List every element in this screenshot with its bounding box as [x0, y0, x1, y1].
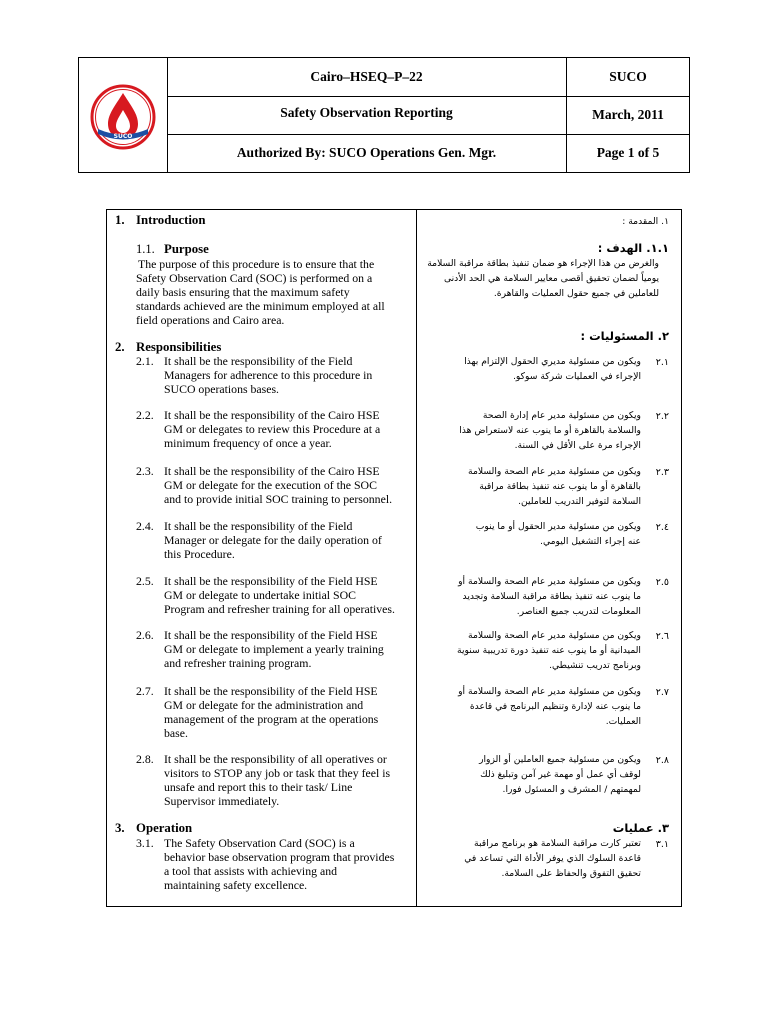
item-number: 2.1. — [136, 354, 154, 368]
arabic-item-number: ٢.٦ — [655, 631, 669, 642]
arabic-item-line: لمهمتهم / المشرف و المسئول فورا. — [502, 784, 641, 795]
arabic-item-number: ٢.١ — [655, 357, 669, 368]
arabic-item-line: تعتبر كارت مراقبة السلامة هو برنامج مراقبة — [474, 838, 641, 849]
item-line: Manager or delegate for the daily operation of — [164, 533, 382, 547]
arabic-purpose-line: يومياً لضمان تحقيق أقصى معايير السلامة هي الحد الأدنى — [443, 273, 659, 284]
item-line: maintaining safety excellence. — [164, 878, 308, 892]
arabic-purpose-line: للعاملين في جميع حقول العمليات والقاهرة. — [493, 288, 659, 299]
item-number: 2.7. — [136, 684, 154, 698]
item-number: 2.8. — [136, 752, 154, 766]
arabic-item-line: ويكون من مسئولية مدير عام الصحة والسلامة أو — [458, 576, 641, 587]
arabic-item-line: ويكون من مسئولية مدير عام الصحة والسلامة — [468, 466, 641, 477]
arabic-item-line: ويكون من مسئولية مدير عام الصحة والسلامة — [468, 630, 641, 641]
item-line: SUCO operations bases. — [164, 382, 280, 396]
item-line: and to provide initial SOC training to personnel. — [164, 492, 393, 506]
item-line: It shall be the responsibility of the Field HSE — [164, 628, 378, 642]
doc-title: Safety Observation Reporting — [280, 105, 453, 120]
arabic-item-number: ٢.٢ — [655, 411, 669, 422]
company-name: SUCO — [609, 69, 647, 84]
document-header-table — [78, 57, 690, 173]
item-number: 3.1. — [136, 836, 154, 850]
arabic-item-line: ما ينوب عنه تنفيذ بطاقة مراقبة السلامة وتجديد — [462, 591, 641, 602]
item-number: 2.2. — [136, 408, 154, 422]
purpose-line: Safety Observation Card (SOC) is performed on a — [136, 271, 373, 285]
arabic-item-line: العمليات. — [605, 716, 641, 727]
item-line: It shall be the responsibility of the Cairo HSE — [164, 408, 380, 422]
item-number: 2.3. — [136, 464, 154, 478]
item-number: 2.5. — [136, 574, 154, 588]
arabic-item-line: الميدانية أو ما ينوب عنه تنفيذ دورة تدريبية سنوية — [457, 645, 641, 656]
arabic-item-line: والسلامة بالقاهرة أو ما ينوب عنه لاستعراض هذا — [459, 425, 641, 436]
arabic-item-number: ٢.٧ — [655, 687, 669, 698]
arabic-item-line: تحقيق التفوق والحفاظ على السلامة. — [501, 868, 641, 879]
item-line: GM or delegates to review this Procedure at a — [164, 422, 381, 436]
purpose-line: The purpose of this procedure is to ensure that the — [138, 257, 375, 271]
section-2-number: 2. — [115, 340, 125, 354]
purpose-line: field operations and Cairo area. — [136, 313, 285, 327]
item-number: 2.4. — [136, 519, 154, 533]
arabic-section-3: ٣. عمليات — [612, 821, 669, 835]
authorized-by: Authorized By: SUCO Operations Gen. Mgr. — [236, 145, 497, 160]
arabic-item-line: ويكون من مسئولية مدير عام إدارة الصحة — [482, 410, 641, 421]
arabic-item-line: السلامة لتوفير التدريب للعاملين. — [518, 496, 641, 507]
item-line: Managers for adherence to this procedure in — [164, 368, 373, 382]
doc-date: March, 2011 — [592, 107, 664, 122]
arabic-section-1-1: ١.١. الهدف : — [597, 241, 669, 255]
arabic-item-line: ويكون من مسئولية مدير الحقول أو ما ينوب — [475, 521, 641, 532]
svg-text:SUCO: SUCO — [113, 133, 133, 140]
item-line: It shall be the responsibility of the Cairo HSE — [164, 464, 380, 478]
purpose-line: standards achieved are the minimum employed at all — [136, 299, 385, 313]
item-line: The Safety Observation Card (SOC) is a — [164, 836, 355, 850]
item-line: Program and refresher training for all operatives. — [164, 602, 395, 616]
purpose-line: daily basis ensuring that the maximum safety — [136, 285, 350, 299]
item-line: GM or delegate for the administration and — [164, 698, 364, 712]
suco-logo-icon — [79, 58, 167, 172]
item-line: It shall be the responsibility of the Field HSE — [164, 684, 378, 698]
item-line: It shall be the responsibility of the Field HSE — [164, 574, 378, 588]
arabic-item-number: ٣.١ — [655, 839, 669, 850]
arabic-section-1: ١. المقدمة : — [622, 216, 669, 227]
arabic-item-line: ويكون من مسئولية جميع العاملين أو الزوار — [479, 754, 641, 765]
logo-cell — [79, 58, 168, 172]
section-2-title: Responsibilities — [136, 340, 222, 354]
item-line: visitors to STOP any job or task that they feel is — [164, 766, 391, 780]
item-line: base. — [164, 726, 188, 740]
section-1-number: 1. — [115, 213, 125, 227]
arabic-item-number: ٢.٨ — [655, 755, 669, 766]
arabic-item-line: المعلومات لتدريب جميع العناصر. — [516, 606, 641, 617]
arabic-item-line: قاعدة السلوك الذي يوفر الأداة التي تساعد في — [464, 853, 641, 864]
section-1-1-title: Purpose — [164, 242, 209, 256]
doc-code: Cairo–HSEQ–P–22 — [310, 69, 423, 84]
item-line: GM or delegate to implement a yearly training — [164, 642, 384, 656]
arabic-section-2: ٢. المسئوليات : — [580, 329, 669, 343]
item-line: It shall be the responsibility of the Field — [164, 519, 353, 533]
arabic-item-line: عنه إجراء التشغيل اليومي. — [540, 536, 641, 547]
page-number: Page 1 of 5 — [596, 145, 660, 160]
item-line: Supervisor immediately. — [164, 794, 280, 808]
column-divider — [416, 210, 417, 906]
content-table — [106, 209, 682, 907]
arabic-item-line: بالقاهرة أو ما ينوب عنه تنفيذ بطاقة مراقبة — [479, 481, 641, 492]
item-line: and refresher training program. — [164, 656, 312, 670]
arabic-item-line: ما ينوب عنه لإدارة وتنظيم البرنامج في قاعدة — [469, 701, 641, 712]
item-line: It shall be the responsibility of all operatives or — [164, 752, 387, 766]
arabic-item-line: وبرنامج تدريب تنشيطي. — [549, 660, 641, 671]
item-line: management of the program at the operations — [164, 712, 379, 726]
item-line: a tool that assists with achieving and — [164, 864, 337, 878]
arabic-item-number: ٢.٥ — [655, 577, 669, 588]
arabic-purpose-line: والغرض من هذا الإجراء هو ضمان تنفيذ بطاقة مراقبة السلامة — [427, 258, 659, 269]
item-line: GM or delegate to undertake initial SOC — [164, 588, 356, 602]
section-3-title: Operation — [136, 821, 193, 835]
arabic-item-number: ٢.٣ — [655, 467, 669, 478]
item-line: unsafe and report this to their task/ Line — [164, 780, 353, 794]
arabic-item-number: ٢.٤ — [655, 522, 669, 533]
arabic-item-line: الإجراء في العمليات شركة سوكو. — [512, 371, 641, 382]
section-1-1-number: 1.1. — [136, 242, 155, 256]
item-line: minimum frequency of once a year. — [164, 436, 332, 450]
section-1-title: Introduction — [136, 213, 206, 227]
arabic-item-line: لوقف أي عمل أو مهمة غير آمن وتبليغ ذلك — [480, 769, 641, 780]
item-line: It shall be the responsibility of the Field — [164, 354, 353, 368]
section-3-number: 3. — [115, 821, 125, 835]
arabic-item-line: ويكون من مسئولية مدير عام الصحة والسلامة أو — [458, 686, 641, 697]
item-number: 2.6. — [136, 628, 154, 642]
item-line: behavior base observation program that provides — [164, 850, 395, 864]
arabic-item-line: الإجراء مرة على الأقل في السنة. — [514, 440, 641, 451]
item-line: GM or delegate for the execution of the SOC — [164, 478, 377, 492]
arabic-item-line: ويكون من مسئولية مديري الحقول الإلتزام بهذا — [464, 356, 641, 367]
item-line: this Procedure. — [164, 547, 235, 561]
